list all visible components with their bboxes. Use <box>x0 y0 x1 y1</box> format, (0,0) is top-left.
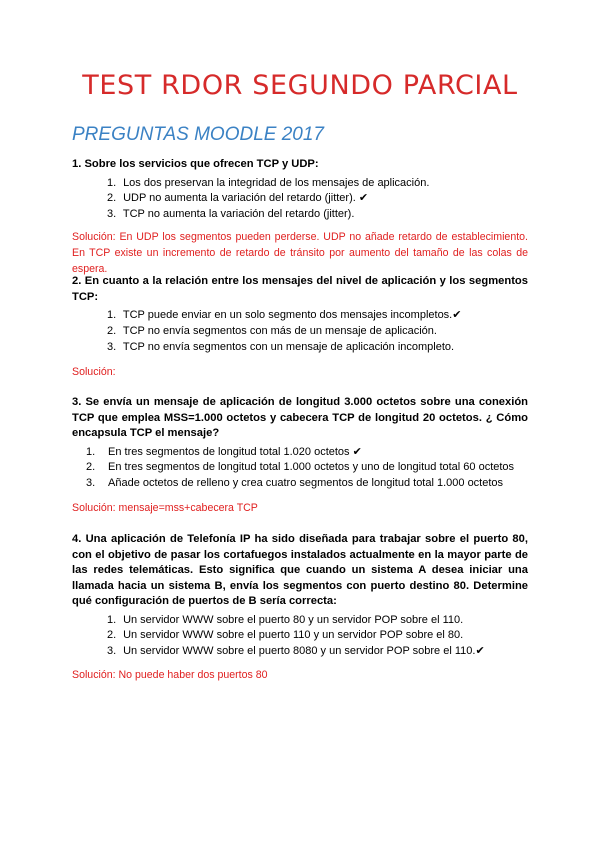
options-list <box>72 308 528 355</box>
options-list <box>72 613 528 660</box>
question-4 <box>72 532 528 660</box>
solution-text: Solución: mensaje=mss+cabecera TCP <box>72 502 258 514</box>
check-icon: ✔ <box>475 645 485 658</box>
check-icon: ✔ <box>452 309 462 321</box>
option-item: 2. TCP no envía segmentos con más de un mensaje de aplicación. <box>107 324 437 337</box>
options-list <box>72 176 528 223</box>
question-1 <box>72 157 528 223</box>
option-item: 2. Un servidor WWW sobre el puerto 110 y un servidor POP sobre el 80. <box>107 629 464 642</box>
question-3 <box>72 395 528 492</box>
check-icon: ✔ <box>352 445 362 458</box>
option-item: 1. En tres segmentos de longitud total 1.020 octetos ✔ <box>86 445 362 458</box>
question-text: 4. Una aplicación de Telefonía IP ha sido diseñada para trabajar sobre el puerto 80, con el objetivo de pasar los cortafuegos instalados actualmente en la mayor parte de las redes telemáticas. Esto significa que cuando un sistema A desea iniciar una llamada hacia un sistema B, envía los segmentos con puerto destino 80. Determine qué configuración de puertos de B sería correcta: <box>72 533 528 607</box>
option-item: 1. TCP puede enviar en un solo segmento dos mensajes incompletos.✔ <box>107 309 462 321</box>
question-text: 1. Sobre los servicios que ofrecen TCP y UDP: <box>72 158 319 170</box>
options-list <box>72 445 528 492</box>
solution-3 <box>72 501 528 517</box>
option-item: 2. En tres segmentos de longitud total 1.000 octetos y uno de longitud total 60 octetos <box>86 461 515 474</box>
option-item: 3. TCP no envía segmentos con un mensaje de aplicación incompleto. <box>107 340 455 353</box>
question-text: 2. En cuanto a la relación entre los mensajes del nivel de aplicación y los segmentos TCP: <box>72 275 528 303</box>
option-item: 1. Los dos preservan la integridad de los mensajes de aplicación. <box>107 176 430 189</box>
solution-2 <box>72 365 528 381</box>
question-2 <box>72 274 528 355</box>
option-item: 3. TCP no aumenta la variación del retardo (jitter). <box>107 208 355 221</box>
section-title: PREGUNTAS MOODLE 2017 <box>72 124 325 145</box>
option-item: 3. Un servidor WWW sobre el puerto 8080 y un servidor POP sobre el 110.✔ <box>107 645 485 658</box>
solution-text: Solución: En UDP los segmentos pueden perderse. UDP no añade retardo de establecimiento. En TCP existe un incremento de retardo de tránsito por aumento del tamaño de las colas de espera. <box>72 231 528 275</box>
option-item: 1. Un servidor WWW sobre el puerto 80 y un servidor POP sobre el 110. <box>107 613 464 626</box>
question-text: 3. Se envía un mensaje de aplicación de longitud 3.000 octetos sobre una conexión TCP que emplea MSS=1.000 octetos y cabecera TCP de longitud 20 octetos. ¿ Cómo encapsula TCP el mensaje? <box>72 396 528 439</box>
option-item: 2. UDP no aumenta la variación del retardo (jitter). ✔ <box>107 192 369 205</box>
solution-text: Solución: <box>72 366 116 378</box>
document-title: TEST RDOR SEGUNDO PARCIAL <box>82 70 518 101</box>
option-item: 3. Añade octetos de relleno y crea cuatro segmentos de longitud total 1.000 octetos <box>86 477 504 490</box>
solution-4 <box>72 668 528 684</box>
check-icon: ✔ <box>358 192 369 205</box>
solution-1 <box>72 230 528 277</box>
solution-text: Solución: No puede haber dos puertos 80 <box>72 669 268 681</box>
